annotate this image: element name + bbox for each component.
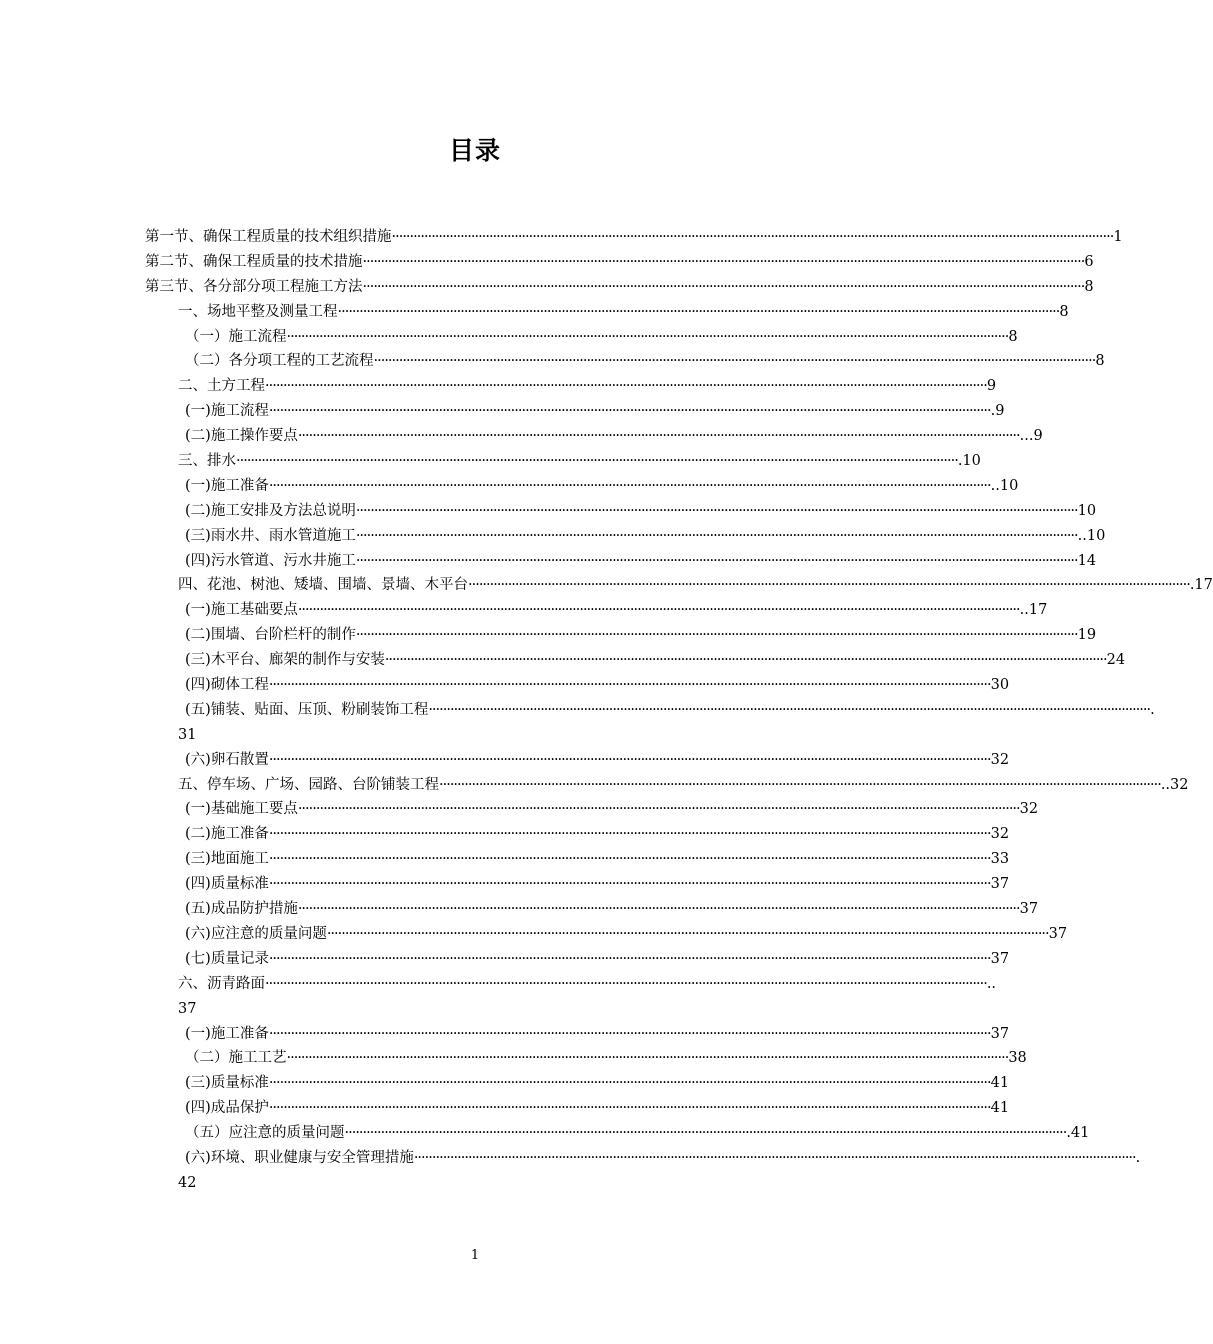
toc-entry-page: 33 [990,851,1010,868]
toc-entry-title: （二）施工工艺 [185,1050,287,1067]
toc-entry[interactable] [145,300,1069,325]
toc-leader-dots: ········································································································································································································ [268,751,991,768]
toc-entry-page: 37 [1019,901,1039,918]
toc-entry[interactable] [145,897,1039,922]
toc-entry-title: (二)施工操作要点 [185,428,298,445]
toc-entry-page: 14 [1077,552,1097,569]
toc-entry-page: ..10 [1077,527,1106,544]
toc-leader-dots: ········································································································································································································ [297,801,1020,818]
toc-entry-title: 一、场地平整及测量工程 [178,303,338,320]
toc-leader-dots: ········································································································································································································ [286,328,1009,345]
toc-entry[interactable] [145,325,1018,350]
toc-entry[interactable] [145,374,997,399]
toc-entry-title: (四)砌体工程 [185,677,269,694]
toc-leader-dots: ········································································································································································································ [297,901,1020,918]
toc-entry-page: 32 [990,826,1010,843]
toc-leader-dots: ········································································································································································································ [265,975,987,992]
toc-leader-dots: ········································································································································································································ [268,876,991,893]
toc-entry-page: 41 [990,1075,1010,1092]
toc-leader-dots: ········································································································································································································ [268,1075,991,1092]
toc-entry-page: 10 [1077,502,1097,519]
toc-entry[interactable] [145,947,1010,972]
toc-entry[interactable] [145,922,1068,947]
toc-entry-page: ..32 [1160,776,1189,793]
toc-entry-title: (一)施工准备 [185,477,269,494]
toc-entry-page: .10 [957,453,981,470]
toc-leader-dots: ········································································································································································································ [337,303,1060,320]
toc-entry-page: .9 [990,403,1005,420]
toc-entry[interactable] [145,673,1010,698]
toc-entry-page: 32 [1019,801,1039,818]
toc-entry-page: 8 [1008,328,1018,345]
toc-entry-title: (四)成品保护 [185,1100,269,1117]
table-of-contents [145,225,1213,1196]
toc-leader-dots: ········································································································································································································ [268,677,991,694]
toc-leader-dots: ········································································································································································································ [268,403,991,420]
toc-entry-title: 第三节、各分部分项工程施工方法 [145,278,363,295]
toc-entry-title: 三、排水 [178,453,236,470]
toc-entry-title: （一）施工流程 [185,328,287,345]
toc-entry-page: 24 [1106,652,1126,669]
toc-entry-page: . [1135,1149,1141,1166]
toc-leader-dots: ········································································································································································································ [428,701,1151,718]
toc-leader-dots: ········································································································································································································ [355,552,1078,569]
toc-leader-dots: ········································································································································································································ [355,527,1078,544]
toc-entry[interactable] [145,449,981,474]
toc-entry-page: .. [986,975,997,992]
toc-leader-dots: ········································································································································································································ [468,577,1190,594]
toc-leader-dots: ········································································································································································································ [373,353,1096,370]
toc-entry-page: 37 [990,1025,1010,1042]
toc-leader-dots: ········································································································································································································ [297,602,1020,619]
toc-leader-dots: ········································································································································································································ [268,1100,991,1117]
toc-entry[interactable] [145,623,1097,648]
toc-entry-title: 二、土方工程 [178,378,265,395]
toc-entry-title: (一)施工基础要点 [185,602,298,619]
toc-entry[interactable] [145,1071,1010,1096]
toc-leader-dots: ········································································································································································································ [391,229,1114,245]
toc-entry[interactable] [145,349,1105,374]
toc-entry[interactable] [145,549,1097,574]
toc-entry-title: (三)木平台、廊架的制作与安装 [185,652,385,669]
toc-entry-page: ..10 [990,477,1019,494]
toc-entry[interactable] [145,797,1039,822]
toc-entry-title: (三)雨水井、雨水管道施工 [185,527,356,544]
toc-entry-title: (二)围墙、台阶栏杆的制作 [185,627,356,644]
toc-entry-page: .41 [1066,1125,1090,1142]
toc-entry-page: 30 [990,677,1010,694]
toc-leader-dots: ········································································································································································································ [344,1125,1067,1142]
toc-entry[interactable] [145,1121,1090,1146]
toc-entry[interactable] [145,648,1126,673]
toc-entry[interactable] [145,225,1123,250]
toc-entry-title: (六)应注意的质量问题 [185,925,327,942]
toc-leader-dots: ········································································································································································································ [265,378,987,395]
toc-entry-title: (二)施工准备 [185,826,269,843]
toc-leader-dots: ········································································································································································································ [268,826,991,843]
toc-entry[interactable] [145,1046,1027,1071]
toc-leader-dots: ········································································································································································································ [268,950,991,967]
toc-entry[interactable] [145,1096,1010,1121]
toc-entry-title: 五、停车场、广场、园路、台阶铺装工程 [178,776,439,793]
toc-entry-title: (六)卵石散置 [185,751,269,768]
toc-entry-page: . [1150,701,1155,718]
toc-entry-page: ...9 [1019,428,1043,445]
page-number: 1 [470,1248,480,1263]
toc-entry[interactable] [145,847,1010,872]
toc-leader-dots: ········································································································································································································ [384,652,1107,669]
toc-entry[interactable] [145,1022,1010,1047]
toc-entry-title: （五）应注意的质量问题 [185,1125,345,1142]
toc-entry-page: 8 [1095,353,1105,370]
toc-entry-title: 六、沥青路面 [178,975,265,992]
toc-entry-title: (七)质量记录 [185,950,269,967]
toc-leader-dots: ········································································································································································································ [236,453,958,470]
toc-entry-page: 8 [1084,278,1094,295]
toc-entry-page-wrapped: 42 [178,1174,197,1191]
toc-entry[interactable] [145,573,1213,598]
toc-entry-page: .17 [1189,577,1213,594]
toc-entry[interactable] [145,474,1019,499]
toc-entry-page: 41 [990,1100,1010,1117]
toc-entry-title: (一)施工准备 [185,1025,269,1042]
toc-entry-page: 19 [1077,627,1097,644]
toc-entry-title: (五)成品防护措施 [185,901,298,918]
toc-entry-page: 37 [990,950,1010,967]
toc-leader-dots: ········································································································································································································ [286,1050,1009,1067]
toc-entry-page: 8 [1059,303,1069,320]
toc-entry[interactable] [145,773,1189,798]
toc-entry[interactable] [145,524,1106,549]
toc-entry[interactable] [145,748,1010,773]
toc-entry[interactable] [145,275,1094,300]
toc-title: 目录 [448,136,501,165]
toc-leader-dots: ········································································································································································································ [413,1149,1136,1166]
toc-entry[interactable] [145,499,1097,524]
toc-entry-title: (六)环境、职业健康与安全管理措施 [185,1149,414,1166]
toc-entry-page: 37 [1048,925,1068,942]
toc-entry-page-wrapped: 37 [178,1000,197,1017]
toc-entry-title: (一)施工流程 [185,403,269,420]
toc-entry-page: 1 [1113,229,1123,245]
toc-leader-dots: ········································································································································································································ [355,502,1078,519]
toc-entry[interactable] [145,698,1155,723]
toc-entry-title: (四)质量标准 [185,876,269,893]
toc-leader-dots: ········································································································································································································ [297,428,1020,445]
toc-entry-title: (三)质量标准 [185,1075,269,1092]
toc-entry-title: (二)施工安排及方法总说明 [185,502,356,519]
toc-entry[interactable] [145,822,1010,847]
toc-leader-dots: ········································································································································································································ [362,253,1085,270]
toc-entry-page: 37 [990,876,1010,893]
toc-entry-page: 9 [986,378,997,395]
toc-leader-dots: ········································································································································································································ [362,278,1085,295]
toc-leader-dots: ········································································································································································································ [326,925,1049,942]
toc-entry-title: （二）各分项工程的工艺流程 [185,353,374,370]
toc-leader-dots: ········································································································································································································ [439,776,1161,793]
toc-entry-page: 6 [1084,253,1094,270]
toc-entry-title: 第一节、确保工程质量的技术组织措施 [145,229,392,245]
toc-entry[interactable] [145,972,997,997]
toc-entry-title: (五)铺装、贴面、压顶、粉刷装饰工程 [185,701,429,718]
toc-entry-title: 第二节、确保工程质量的技术措施 [145,253,363,270]
toc-entry-page-wrapped: 31 [178,726,197,743]
toc-entry[interactable] [145,250,1094,275]
toc-entry[interactable] [145,1146,1141,1171]
toc-entry-page: ..17 [1019,602,1048,619]
toc-entry-title: (四)污水管道、污水井施工 [185,552,356,569]
toc-leader-dots: ········································································································································································································ [268,851,991,868]
toc-entry[interactable] [145,399,1005,424]
toc-leader-dots: ········································································································································································································ [268,1025,991,1042]
toc-entry-page: 32 [990,751,1010,768]
toc-leader-dots: ········································································································································································································ [355,627,1078,644]
toc-entry[interactable] [145,424,1043,449]
toc-entry-title: (三)地面施工 [185,851,269,868]
toc-entry-title: 四、花池、树池、矮墙、围墙、景墙、木平台 [178,577,468,594]
toc-entry-title: (一)基础施工要点 [185,801,298,818]
toc-entry-page: 38 [1008,1050,1027,1067]
toc-leader-dots: ········································································································································································································ [268,477,991,494]
toc-entry[interactable] [145,598,1048,623]
toc-entry[interactable] [145,872,1010,897]
